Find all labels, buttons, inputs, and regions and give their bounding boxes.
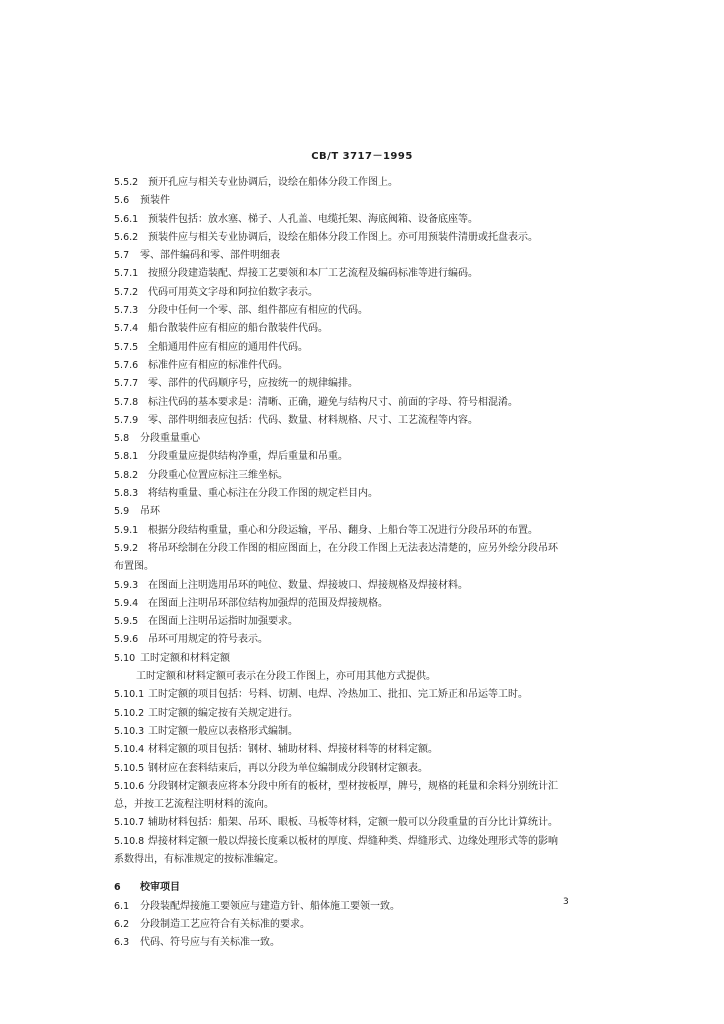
review-item-number: 6.3	[114, 937, 130, 949]
clause-line	[114, 211, 614, 229]
clause-text: 工时定额和材料定额	[140, 652, 230, 664]
clause-line	[114, 631, 614, 649]
clause-line	[114, 851, 614, 869]
clause-number: 5.6	[114, 195, 130, 207]
clause-line	[114, 540, 614, 558]
clause-line	[114, 741, 614, 759]
clause-line	[114, 650, 614, 668]
clause-number: 5.7.6	[114, 359, 139, 371]
clause-number: 5.10.6	[114, 780, 145, 792]
clause-text: 按照分段建造装配、焊接工艺要领和本厂工艺流程及编码标准等进行编码。	[148, 268, 478, 280]
clause-number: 5.7.2	[114, 286, 139, 298]
clause-number: 5.8.1	[114, 451, 139, 463]
clause-number: 5.6.1	[114, 213, 139, 225]
clause-text: 吊环	[140, 506, 160, 518]
section-number: 6	[114, 882, 121, 894]
clause-line	[114, 339, 614, 357]
clause-number: 5.7	[114, 250, 130, 262]
clause-line	[114, 448, 614, 466]
clause-text: 工时定额的项目包括：号料、切割、电焊、冷热加工、批扣、完工矫正和吊运等工时。	[148, 689, 528, 701]
clause-number: 5.8.2	[114, 469, 139, 481]
clause-line	[114, 320, 614, 338]
clause-line	[114, 558, 614, 576]
clause-number: 5.10.4	[114, 744, 145, 756]
clause-number: 5.10.2	[114, 707, 145, 719]
clause-text: 工时定额的编定按有关规定进行。	[148, 707, 298, 719]
clause-number: 5.7.5	[114, 341, 139, 353]
clause-number: 5.7.9	[114, 414, 139, 426]
clause-text: 船台散装件应有相应的船台散装件代码。	[148, 323, 328, 335]
clause-text: 总，并按工艺流程注明材料的流向。	[114, 799, 274, 811]
clause-number: 5.10.5	[114, 762, 145, 774]
clause-text: 根据分段结构重量，重心和分段运输，平吊、翻身、上船台等工况进行分段吊环的布置。	[148, 524, 538, 536]
clause-text: 零、部件编码和零、部件明细表	[140, 250, 280, 262]
clause-text: 工时定额和材料定额可表示在分段工作图上，亦可用其他方式提供。	[136, 671, 436, 683]
clause-text: 预装件	[140, 195, 170, 207]
review-item-number: 6.2	[114, 918, 130, 930]
clause-text: 辅助材料包括：船架、吊环、眼板、马板等材料，定额一般可以分段重量的百分比计算统计。	[148, 817, 558, 829]
clause-line	[114, 723, 614, 741]
clause-number: 5.8	[114, 433, 130, 445]
clause-number: 5.9.2	[114, 542, 139, 554]
clause-line	[114, 302, 614, 320]
clause-line	[114, 833, 614, 851]
clause-line	[114, 760, 614, 778]
clause-line	[114, 668, 614, 686]
page-number: 3	[563, 897, 569, 907]
clause-line	[114, 174, 614, 192]
clause-line	[114, 357, 614, 375]
clause-number: 5.9	[114, 506, 130, 518]
clause-text: 工时定额一般应以表格形式编制。	[148, 725, 298, 737]
clause-text: 代码可用英文字母和阿拉伯数字表示。	[148, 286, 318, 298]
clause-line	[114, 430, 614, 448]
clause-number: 5.9.6	[114, 634, 139, 646]
clause-text: 分段重量重心	[140, 433, 200, 445]
clause-line	[114, 247, 614, 265]
clause-text: 在图面上注明选用吊环的吨位、数量、焊接坡口、焊接规格及焊接材料。	[148, 579, 468, 591]
clause-line	[114, 796, 614, 814]
clause-number: 5.7.4	[114, 323, 139, 335]
clause-text: 焊接材料定额一般以焊接长度乘以板材的厚度、焊缝种类、焊缝形式、边缘处理形式等的影响	[148, 835, 558, 847]
clause-number: 5.10.7	[114, 817, 145, 829]
document-body	[114, 174, 614, 952]
clause-line	[114, 503, 614, 521]
clause-line	[114, 284, 614, 302]
section-heading	[114, 879, 614, 897]
clause-text: 预装件应与相关专业协调后，设绘在船体分段工作图上。亦可用预装件清册或托盘表示。	[148, 231, 538, 243]
clause-line	[114, 467, 614, 485]
clause-text: 标注代码的基本要求是：清晰、正确，避免与结构尺寸、前面的字母、符号相混淆。	[148, 396, 518, 408]
clause-number: 5.6.2	[114, 231, 139, 243]
clause-number: 5.9.4	[114, 597, 139, 609]
clause-text: 零、部件的代码顺序号，应按统一的规律编排。	[148, 378, 358, 390]
clause-number: 5.9.1	[114, 524, 139, 536]
clause-line	[114, 686, 614, 704]
clause-line	[114, 595, 614, 613]
clause-text: 布置图。	[114, 561, 154, 573]
review-item-text: 分段制造工艺应符合有关标准的要求。	[140, 918, 310, 930]
clause-text: 在图面上注明吊环部位结构加强焊的范围及焊接规格。	[148, 597, 388, 609]
clause-number: 5.7.7	[114, 378, 139, 390]
review-item	[114, 898, 614, 916]
clause-line	[114, 485, 614, 503]
clause-text: 全船通用件应有相应的通用件代码。	[148, 341, 308, 353]
clause-line	[114, 229, 614, 247]
clause-line	[114, 814, 614, 832]
clause-number: 5.5.2	[114, 177, 139, 188]
clause-line	[114, 613, 614, 631]
clause-number: 5.10	[114, 652, 136, 664]
clause-line	[114, 778, 614, 796]
review-item	[114, 916, 614, 934]
page-header-standard-code: CB/T 3717－1995	[311, 151, 413, 162]
clause-text: 系数得出，有标准规定的按标准编定。	[114, 853, 284, 865]
review-item-text: 分段装配焊接施工要领应与建造方针、船体施工要领一致。	[140, 900, 400, 912]
clause-text: 钢材应在套料结束后，再以分段为单位编制成分段钢材定额表。	[148, 762, 428, 774]
clause-text: 标准件应有相应的标准件代码。	[148, 359, 288, 371]
clause-line	[114, 577, 614, 595]
clause-text: 将结构重量、重心标注在分段工作图的规定栏目内。	[148, 488, 378, 500]
review-item	[114, 934, 614, 952]
clause-number: 5.9.3	[114, 579, 139, 591]
clause-number: 5.9.5	[114, 616, 139, 628]
clause-line	[114, 192, 614, 210]
clause-text: 在图面上注明吊运指时加强要求。	[148, 616, 298, 628]
clause-text: 材料定额的项目包括：钢材、辅助材料、焊接材料等的材料定额。	[148, 744, 438, 756]
review-item-number: 6.1	[114, 900, 130, 912]
clause-text: 零、部件明细表应包括：代码、数量、材料规格、尺寸、工艺流程等内容。	[148, 414, 478, 426]
clause-line	[114, 394, 614, 412]
clause-number: 5.7.1	[114, 268, 139, 280]
clause-text: 分段重量应提供结构净重，焊后重量和吊重。	[148, 451, 348, 463]
clause-line	[114, 265, 614, 283]
clause-text: 将吊环绘制在分段工作图的相应图面上，在分段工作图上无法表达清楚的，应另外绘分段吊环	[148, 542, 558, 554]
clause-text: 预开孔应与相关专业协调后，设绘在船体分段工作图上。	[148, 177, 398, 188]
clause-line	[114, 522, 614, 540]
clause-number: 5.10.3	[114, 725, 145, 737]
clause-text: 分段中任何一个零、部、组件都应有相应的代码。	[148, 305, 368, 317]
clause-text: 分段钢材定额表应将本分段中所有的板材，型材按板厚，牌号，规格的耗量和余料分别统计汇	[148, 780, 558, 792]
clause-line	[114, 412, 614, 430]
clause-line	[114, 705, 614, 723]
clause-number: 5.10.1	[114, 689, 145, 701]
clause-number: 5.10.8	[114, 835, 145, 847]
review-item-text: 代码、符号应与有关标准一致。	[140, 937, 280, 949]
clause-number: 5.7.8	[114, 396, 139, 408]
clause-number: 5.8.3	[114, 488, 139, 500]
clause-line	[114, 375, 614, 393]
clause-text: 分段重心位置应标注三维坐标。	[148, 469, 288, 481]
clause-text: 预装件包括：放水塞、梯子、人孔盖、电缆托架、海底阀箱、设备底座等。	[148, 213, 478, 225]
clause-number: 5.7.3	[114, 305, 139, 317]
section-title: 校审项目	[140, 882, 180, 894]
clause-text: 吊环可用规定的符号表示。	[148, 634, 268, 646]
